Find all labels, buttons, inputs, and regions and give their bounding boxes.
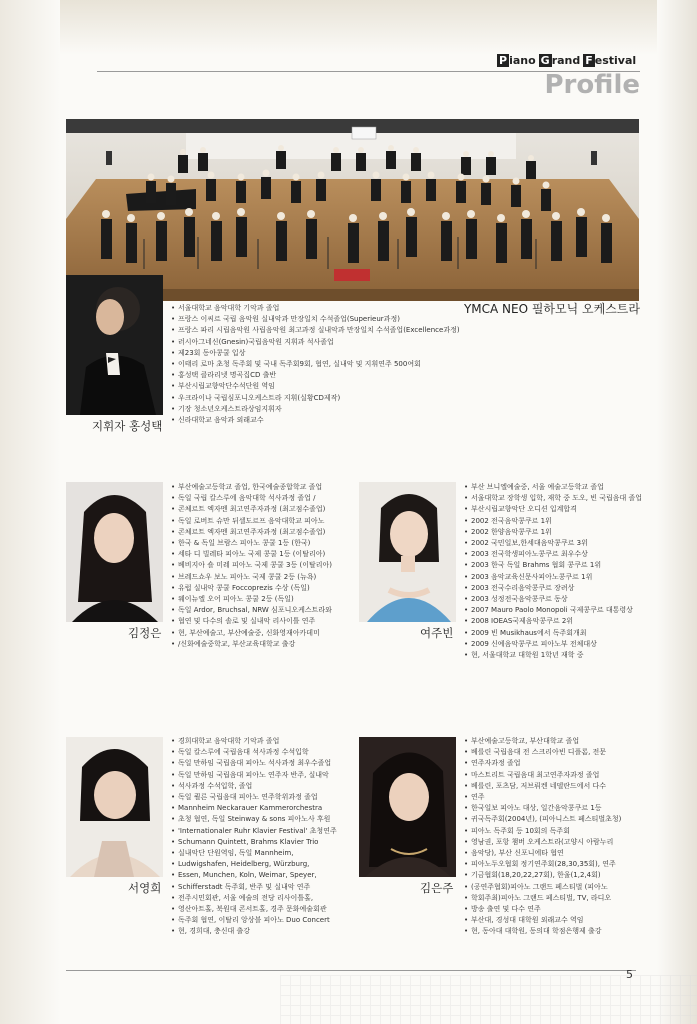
bio-item: • 독일 칼스루에 국립음대 석사과정 수석입학 bbox=[170, 747, 355, 758]
bio-item: • 방송 출연 및 다수 연주 bbox=[463, 904, 678, 915]
bio-item: • 경희대학교 음악대학 기악과 졸업 bbox=[170, 736, 355, 747]
conductor-name: 지휘자 홍성택 bbox=[92, 419, 163, 433]
festival-word-2: rand bbox=[551, 54, 581, 67]
bio-item: • 현, 부산예술고, 부산예술중, 신화영재아카데미 bbox=[170, 628, 355, 639]
performer-bio-4 bbox=[463, 736, 678, 938]
bio-item: • 마스트리트 국립음대 최고연주자과정 졸업 bbox=[463, 770, 678, 781]
bio-item: • 2002 한양음악콩쿠르 1위 bbox=[463, 527, 678, 538]
bio-item: • 기금협회(18,20,22,27회), 한울(1,2,4회) bbox=[463, 870, 678, 881]
performer-photo-2 bbox=[359, 482, 456, 622]
bio-item: • 부산시립교향악단 오디션 입계합격 bbox=[463, 504, 678, 515]
performer-name-1: 김정은 bbox=[128, 626, 162, 640]
bio-item: • Schumann Quintett, Brahms Klavier Trio bbox=[170, 837, 355, 848]
bio-item: • 제23회 동아콩쿨 입상 bbox=[170, 348, 460, 359]
bio-item: • Ludwigshafen, Heidelberg, Würzburg, bbox=[170, 859, 355, 870]
bio-item: • 신라대학교 음악과 외래교수 bbox=[170, 415, 460, 426]
performer-photo-1 bbox=[66, 482, 163, 622]
festival-name bbox=[497, 54, 640, 67]
bio-item: • 현, 경희대, 충신대 출강 bbox=[170, 926, 355, 937]
bio-item: • 부산예술고등학교, 부산대학교 졸업 bbox=[463, 736, 678, 747]
footer-grid-decoration bbox=[280, 975, 697, 1024]
bio-item: • 부산예술고등학교 졸업, 한국예술종합학교 졸업 bbox=[170, 482, 355, 493]
bio-item: • 실내악단 단원역임, 독일 Mannheim, bbox=[170, 848, 355, 859]
performer-bio-1 bbox=[170, 482, 355, 650]
festival-header bbox=[497, 54, 640, 67]
bio-item: • 음악당), 부산 신포니에타 협연 bbox=[463, 848, 678, 859]
festival-initial-2: G bbox=[540, 54, 550, 67]
bio-item: • 프랑스 이씨르 국립 음악원 실내악과 만장일치 수석졸업(Superieur과정) bbox=[170, 314, 460, 325]
bio-item: • 연주자과정 졸업 bbox=[463, 758, 678, 769]
bio-item: • 한국 & 독일 브람스 피아노 콩쿨 1등 (한국) bbox=[170, 538, 355, 549]
page-title: Profile bbox=[544, 70, 640, 100]
festival-initial-1: P bbox=[499, 54, 508, 67]
performer-name-4: 김은주 bbox=[420, 881, 454, 895]
festival-word-1: iano bbox=[509, 54, 536, 67]
bio-item: • 부산대, 경성대 대학원 외래교수 역임 bbox=[463, 915, 678, 926]
conductor-bio bbox=[170, 303, 460, 426]
top-shade bbox=[0, 0, 697, 55]
bio-item: • 콘체르트 엑자멘 최고연주자과정 (최고점수졸업) bbox=[170, 504, 355, 515]
bio-item: • 초청 협연, 독일 Steinway & sons 피아노사 후원 bbox=[170, 814, 355, 825]
footer-rule bbox=[66, 970, 636, 971]
bio-item: • 부산 브니엘예술중, 서울 예술고등학교 졸업 bbox=[463, 482, 678, 493]
bio-item: • 피아노두오협회 정기연주회(28,30,35회), 연주 bbox=[463, 859, 678, 870]
bio-item: • 독일 로버트 슈만 뒤셀도르프 음악대학교 피아노 bbox=[170, 516, 355, 527]
bio-item: • 귀국독주회(2004년), (피아니스트 페스티벌초청) bbox=[463, 814, 678, 825]
bio-item: • 2009 빈 Musikhaus에서 독주회개최 bbox=[463, 628, 678, 639]
bio-item: • 유럽 실내악 콩쿨 Foccoprezis 수상 (독일) bbox=[170, 583, 355, 594]
performer-photo-3 bbox=[66, 737, 163, 877]
orchestra-photo bbox=[66, 119, 639, 301]
bio-item: • 독일 국립 칼스루에 음악대학 석사과정 졸업 / bbox=[170, 493, 355, 504]
performer-bio-3 bbox=[170, 736, 355, 938]
performer-photo-4 bbox=[359, 737, 456, 877]
bio-item: • 2009 신예음악콩쿠르 피아노부 전체대상 bbox=[463, 639, 678, 650]
bio-item: • 2003 음악교육신문사피아노콩쿠르 1위 bbox=[463, 572, 678, 583]
performer-name-3: 서영희 bbox=[128, 881, 162, 895]
performer-bio-2 bbox=[463, 482, 678, 661]
bio-item: • 부산시립교향악단수석단원 역임 bbox=[170, 381, 460, 392]
bio-item: • 영남권, 포항 챔버 오케스트라(고양시 아람누리 bbox=[463, 837, 678, 848]
bio-item: • 베를린 국립음대 전 스크리아빈 디플롬, 전문 bbox=[463, 747, 678, 758]
conductor-photo bbox=[66, 275, 163, 415]
bio-item: • 웨이뉴엘 오어 피아노 콩쿨 2등 (독일) bbox=[170, 594, 355, 605]
bio-item: • Essen, Munchen, Koln, Weimar, Speyer, bbox=[170, 870, 355, 881]
bio-item: • 서울대학교 장학생 입학, 재학 중 도오, 빈 국립음대 졸업 bbox=[463, 493, 678, 504]
bio-item: • 연주 bbox=[463, 792, 678, 803]
performer-name-2: 여주빈 bbox=[420, 626, 454, 640]
bio-item: • 기장 청소년오케스트라상임지휘자 bbox=[170, 404, 460, 415]
bio-item: • 2003 전국학생피아노콩쿠르 최우수상 bbox=[463, 549, 678, 560]
bio-item: • 2002 전국음악콩쿠르 1위 bbox=[463, 516, 678, 527]
bio-item: • Schifferstadt 독주회, 반주 및 실내악 연주 bbox=[170, 882, 355, 893]
bio-item: • 피아노 독주회 등 10회의 독주회 bbox=[463, 826, 678, 837]
bio-item: • 독일 만하임 국립음대 피아노 석사과정 최우수졸업 bbox=[170, 758, 355, 769]
bio-item: • 협연 및 다수의 솔로 및 실내악 리사이틀 연주 bbox=[170, 616, 355, 627]
festival-word-3: estival bbox=[594, 54, 637, 67]
bio-item: • 독일 Ardor, Bruchsal, NRW 심포니오케스트라와 bbox=[170, 605, 355, 616]
bio-item: • (공연주협회)피아노 그랜드 페스티벌 (피아노 bbox=[463, 882, 678, 893]
bio-item: • 'Internationaler Ruhr Klavier Festival' 초청연주 bbox=[170, 826, 355, 837]
bio-item: • 독일 쾰른 국립음대 피아노 연주학위과정 졸업 bbox=[170, 792, 355, 803]
bio-item: • 콘체르트 엑자멘 최고연주자과정 (최고점수졸업) bbox=[170, 527, 355, 538]
bio-item: • 서울대학교 음악대학 기악과 졸업 bbox=[170, 303, 460, 314]
bio-item: • 이태리 로마 초청 독주회 및 국내 독주회9회, 협연, 실내악 및 지휘연주 500여회 bbox=[170, 359, 460, 370]
bio-item: • 베를린, 포츠담, 저브뤼켄 네델란드에서 다수 bbox=[463, 781, 678, 792]
bio-item: • 2003 전국수리음악콩쿠르 장려상 bbox=[463, 583, 678, 594]
bio-item: • /신화예술중학교, 부산교육대학교 출강 bbox=[170, 639, 355, 650]
orchestra-caption: YMCA NEO 필하모닉 오케스트라 bbox=[463, 302, 640, 316]
bio-item: • 베비지아 숄 미레 피아노 국제 콩쿨 3등 (이탈리아) bbox=[170, 560, 355, 571]
bio-item: • 영산아트홀, 북원대 콘서트홀, 경주 문화예술회관 bbox=[170, 904, 355, 915]
bio-item: • 2003 성정전국음악콩쿠르 동상 bbox=[463, 594, 678, 605]
bio-item: • 전주시민회관, 서울 예술의 전당 리사이틀홀, bbox=[170, 893, 355, 904]
bio-item: • 독일 만하임 국립음대 피아노 연주자 반주, 실내악 bbox=[170, 770, 355, 781]
bio-item: • 러시아그네신(Gnesin)국립음악원 지휘과 석사졸업 bbox=[170, 337, 460, 348]
bio-item: • 독주회 협연, 이탈리 앙상블 피아노 Duo Concert bbox=[170, 915, 355, 926]
bio-item: • 석사과정 수석입학, 졸업 bbox=[170, 781, 355, 792]
bio-item: • 브레드쇼우 보노 피아노 국제 콩쿨 2등 (뉴욕) bbox=[170, 572, 355, 583]
bio-item: • 2003 한국 독일 Brahms 협회 콩쿠르 1위 bbox=[463, 560, 678, 571]
bio-item: • 세타 디 빌레타 피아노 국제 콩쿨 1등 (이탈리아) bbox=[170, 549, 355, 560]
bio-item: • 2007 Mauro Paolo Monopoli 국제콩쿠르 대통령상 bbox=[463, 605, 678, 616]
bio-item: • 한국일보 피아노 대상, 일간음악콩쿠르 1등 bbox=[463, 803, 678, 814]
bio-item: • 2008 IOEAS국제음악콩쿠르 2위 bbox=[463, 616, 678, 627]
bio-item: • 학회주최)피아노 그랜드 페스티벌, TV, 라디오 bbox=[463, 893, 678, 904]
festival-initial-3: F bbox=[585, 54, 593, 67]
page-number: 5 bbox=[626, 968, 633, 981]
bio-item: • Mannheim Neckarauer Kammerorchestra bbox=[170, 803, 355, 814]
bio-item: • 홍성택 클라리넷 명곡집CD 출반 bbox=[170, 370, 460, 381]
bio-item: • 현, 서울대학교 대학원 1학년 재학 중 bbox=[463, 650, 678, 661]
bio-item: • 현, 동아대 대학원, 동의대 학점은행제 출강 bbox=[463, 926, 678, 937]
bio-item: • 2002 국민일보,한세대음악콩쿠르 3위 bbox=[463, 538, 678, 549]
bio-item: • 프랑스 파리 시립음악원 사립음악원 최고과정 실내악과 만장일치 수석졸업(Excellence과정) bbox=[170, 325, 460, 336]
left-shade bbox=[0, 0, 60, 1024]
bio-item: • 우크라이나 국립심포니오케스트라 지휘(실황CD제작) bbox=[170, 393, 460, 404]
